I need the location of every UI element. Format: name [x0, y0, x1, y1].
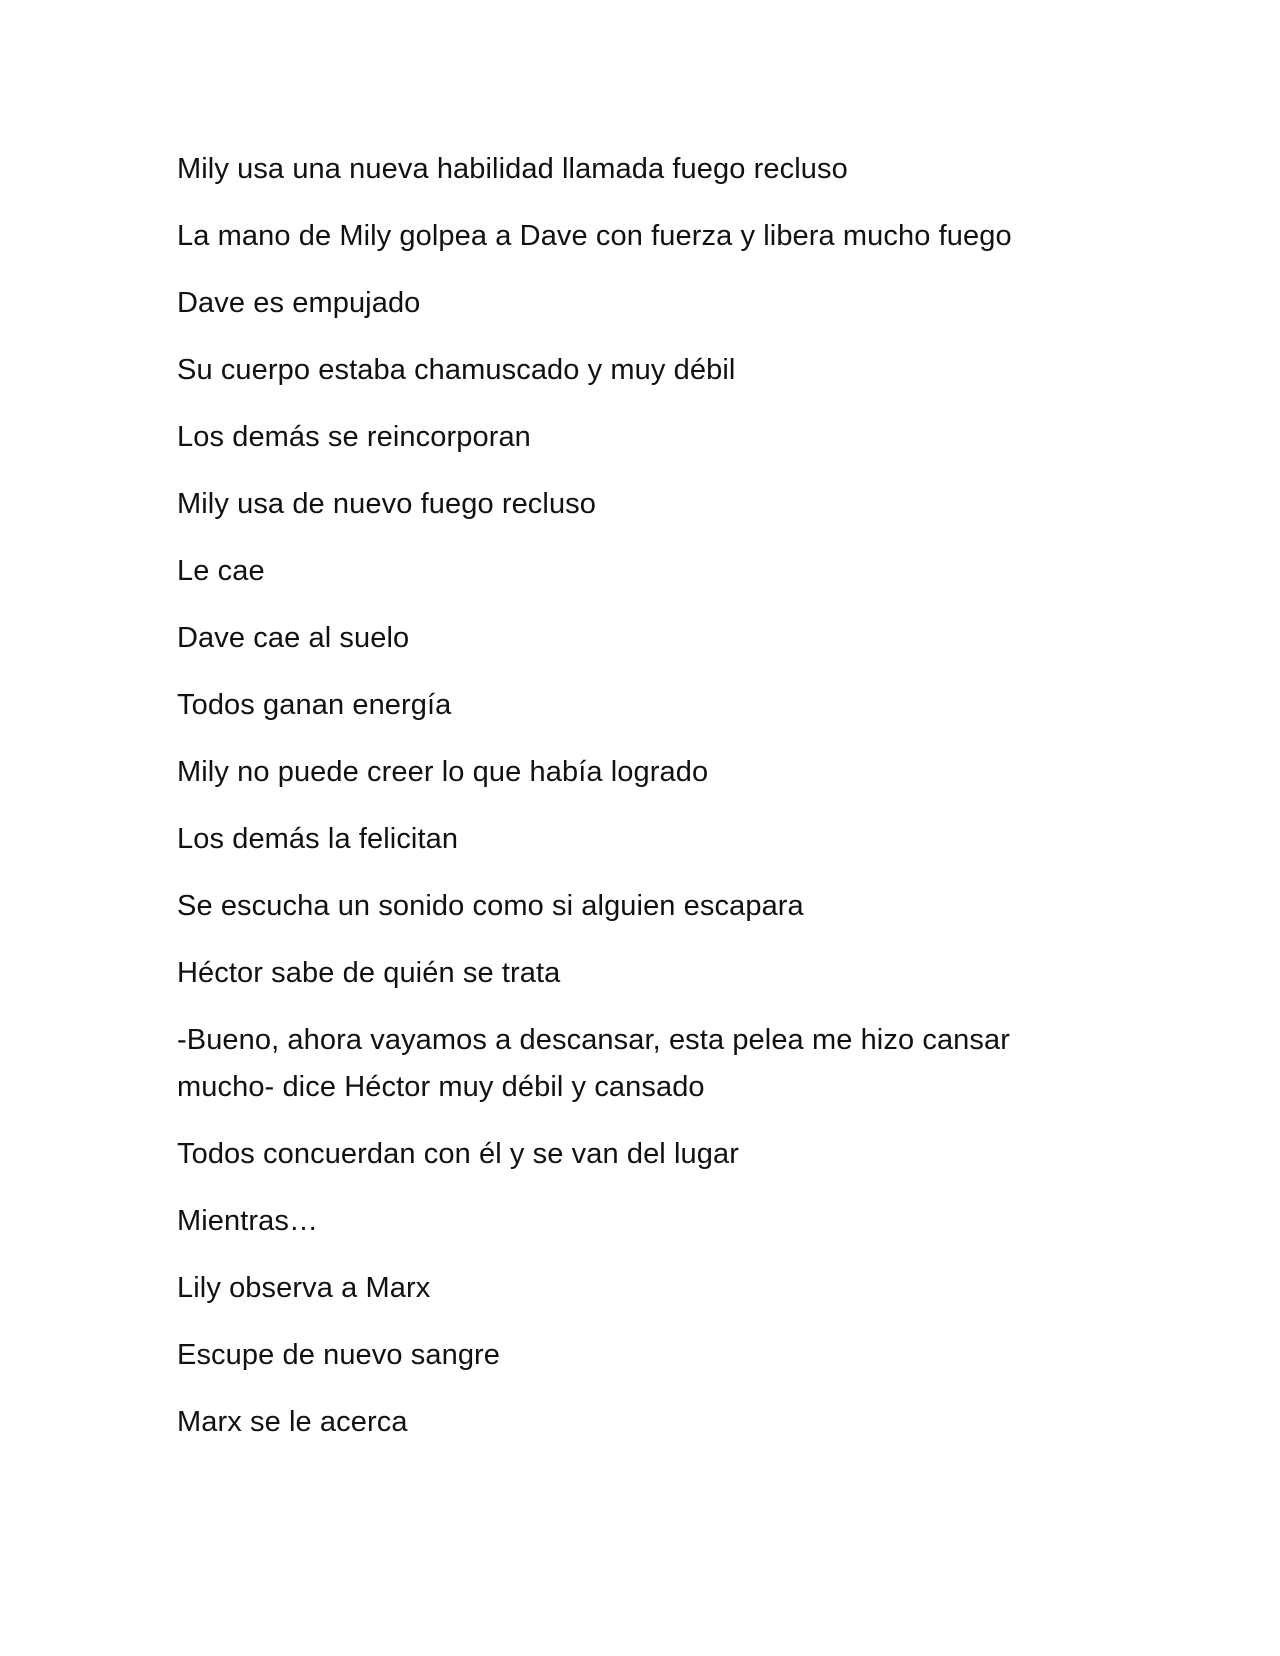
- paragraph: -Bueno, ahora vayamos a descansar, esta pelea me hizo cansar mucho- dice Héctor muy débil y cansado: [177, 1024, 1010, 1103]
- paragraph: Lily observa a Marx: [177, 1272, 431, 1304]
- paragraph: Le cae: [177, 555, 265, 587]
- paragraph: Marx se le acerca: [177, 1406, 408, 1438]
- paragraph: Mientras…: [177, 1205, 319, 1237]
- paragraph: Dave es empujado: [177, 287, 421, 319]
- paragraph: Los demás se reincorporan: [177, 421, 531, 453]
- paragraph: Se escucha un sonido como si alguien escapara: [177, 890, 804, 922]
- paragraph: Todos ganan energía: [177, 689, 452, 721]
- paragraph: Héctor sabe de quién se trata: [177, 957, 561, 989]
- paragraph: Mily usa de nuevo fuego recluso: [177, 488, 597, 520]
- paragraph: Escupe de nuevo sangre: [177, 1339, 501, 1371]
- paragraph: Mily usa una nueva habilidad llamada fuego recluso: [177, 153, 848, 185]
- paragraph: Dave cae al suelo: [177, 622, 410, 654]
- paragraph: Todos concuerdan con él y se van del lugar: [177, 1138, 739, 1170]
- paragraph: Los demás la felicitan: [177, 823, 459, 855]
- document-body: [177, 146, 1077, 1466]
- paragraph: Su cuerpo estaba chamuscado y muy débil: [177, 354, 736, 386]
- paragraph: Mily no puede creer lo que había logrado: [177, 756, 709, 788]
- paragraph: La mano de Mily golpea a Dave con fuerza y libera mucho fuego: [177, 220, 1012, 252]
